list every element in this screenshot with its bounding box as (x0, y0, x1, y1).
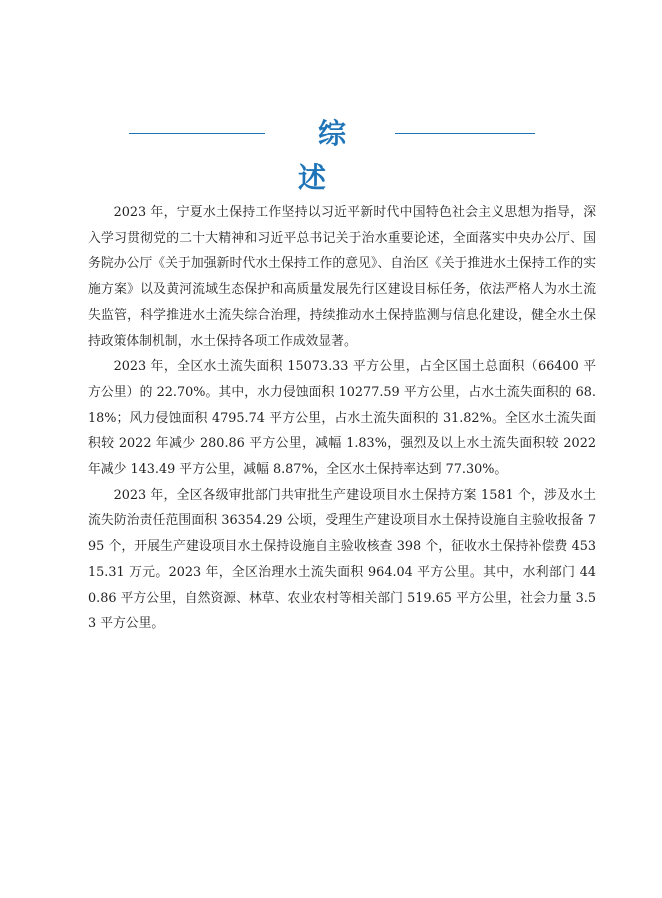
paragraph-erosion-area: 2023 年，全区水土流失面积 15073.33 平方公里，占全区国土总面积（66400 平方公里）的 22.70%。其中，水力侵蚀面积 10277.59 平方公里，占水土流失面积的 68.18%；风力侵蚀面积 4795.74 平方公里，占水土流失面积的 31.82%。全区水土流失面积较 2022 年减少 280.86 平方公里，减幅 1.83%，强烈及以上水土流失面积较 2022 年减少 143.49 平方公里，减幅 8.87%，全区水土保持率达到 77.30%。 (88, 359, 596, 478)
section-heading (0, 112, 662, 194)
paragraph-approval-treatment: 2023 年，全区各级审批部门共审批生产建设项目水土保持方案 1581 个，涉及水土流失防治责任范围面积 36354.29 公顷，受理生产建设项目水土保持设施自主验收报备 795 个，开展生产建设项目水土保持设施自主验收核查 398 个，征收水土保持补偿费 45315.31 万元。2023 年，全区治理水土流失面积 964.04 平方公里。其中，水利部门 440.86 平方公里，自然资源、林草、农业农村等相关部门 519.65 平方公里，社会力量 3.53 平方公里。 (88, 487, 596, 632)
section-title: 综述 (297, 117, 386, 194)
heading-rule-right (395, 133, 535, 134)
heading-rule-left (129, 133, 265, 134)
body-text (88, 200, 596, 637)
paragraph-overview: 2023 年，宁夏水土保持工作坚持以习近平新时代中国特色社会主义思想为指导，深入学习贯彻党的二十大精神和习近平总书记关于治水重要论述，全面落实中央办公厅、国务院办公厅《关于加强新时代水土保持工作的意见》、自治区《关于推进水土保持工作的实施方案》以及黄河流域生态保护和高质量发展先行区建设目标任务，依法严格人为水土流失监管，科学推进水土流失综合治理，持续推动水土保持监测与信息化建设，健全水土保持政策体制机制，水土保持各项工作成效显著。 (88, 205, 596, 349)
